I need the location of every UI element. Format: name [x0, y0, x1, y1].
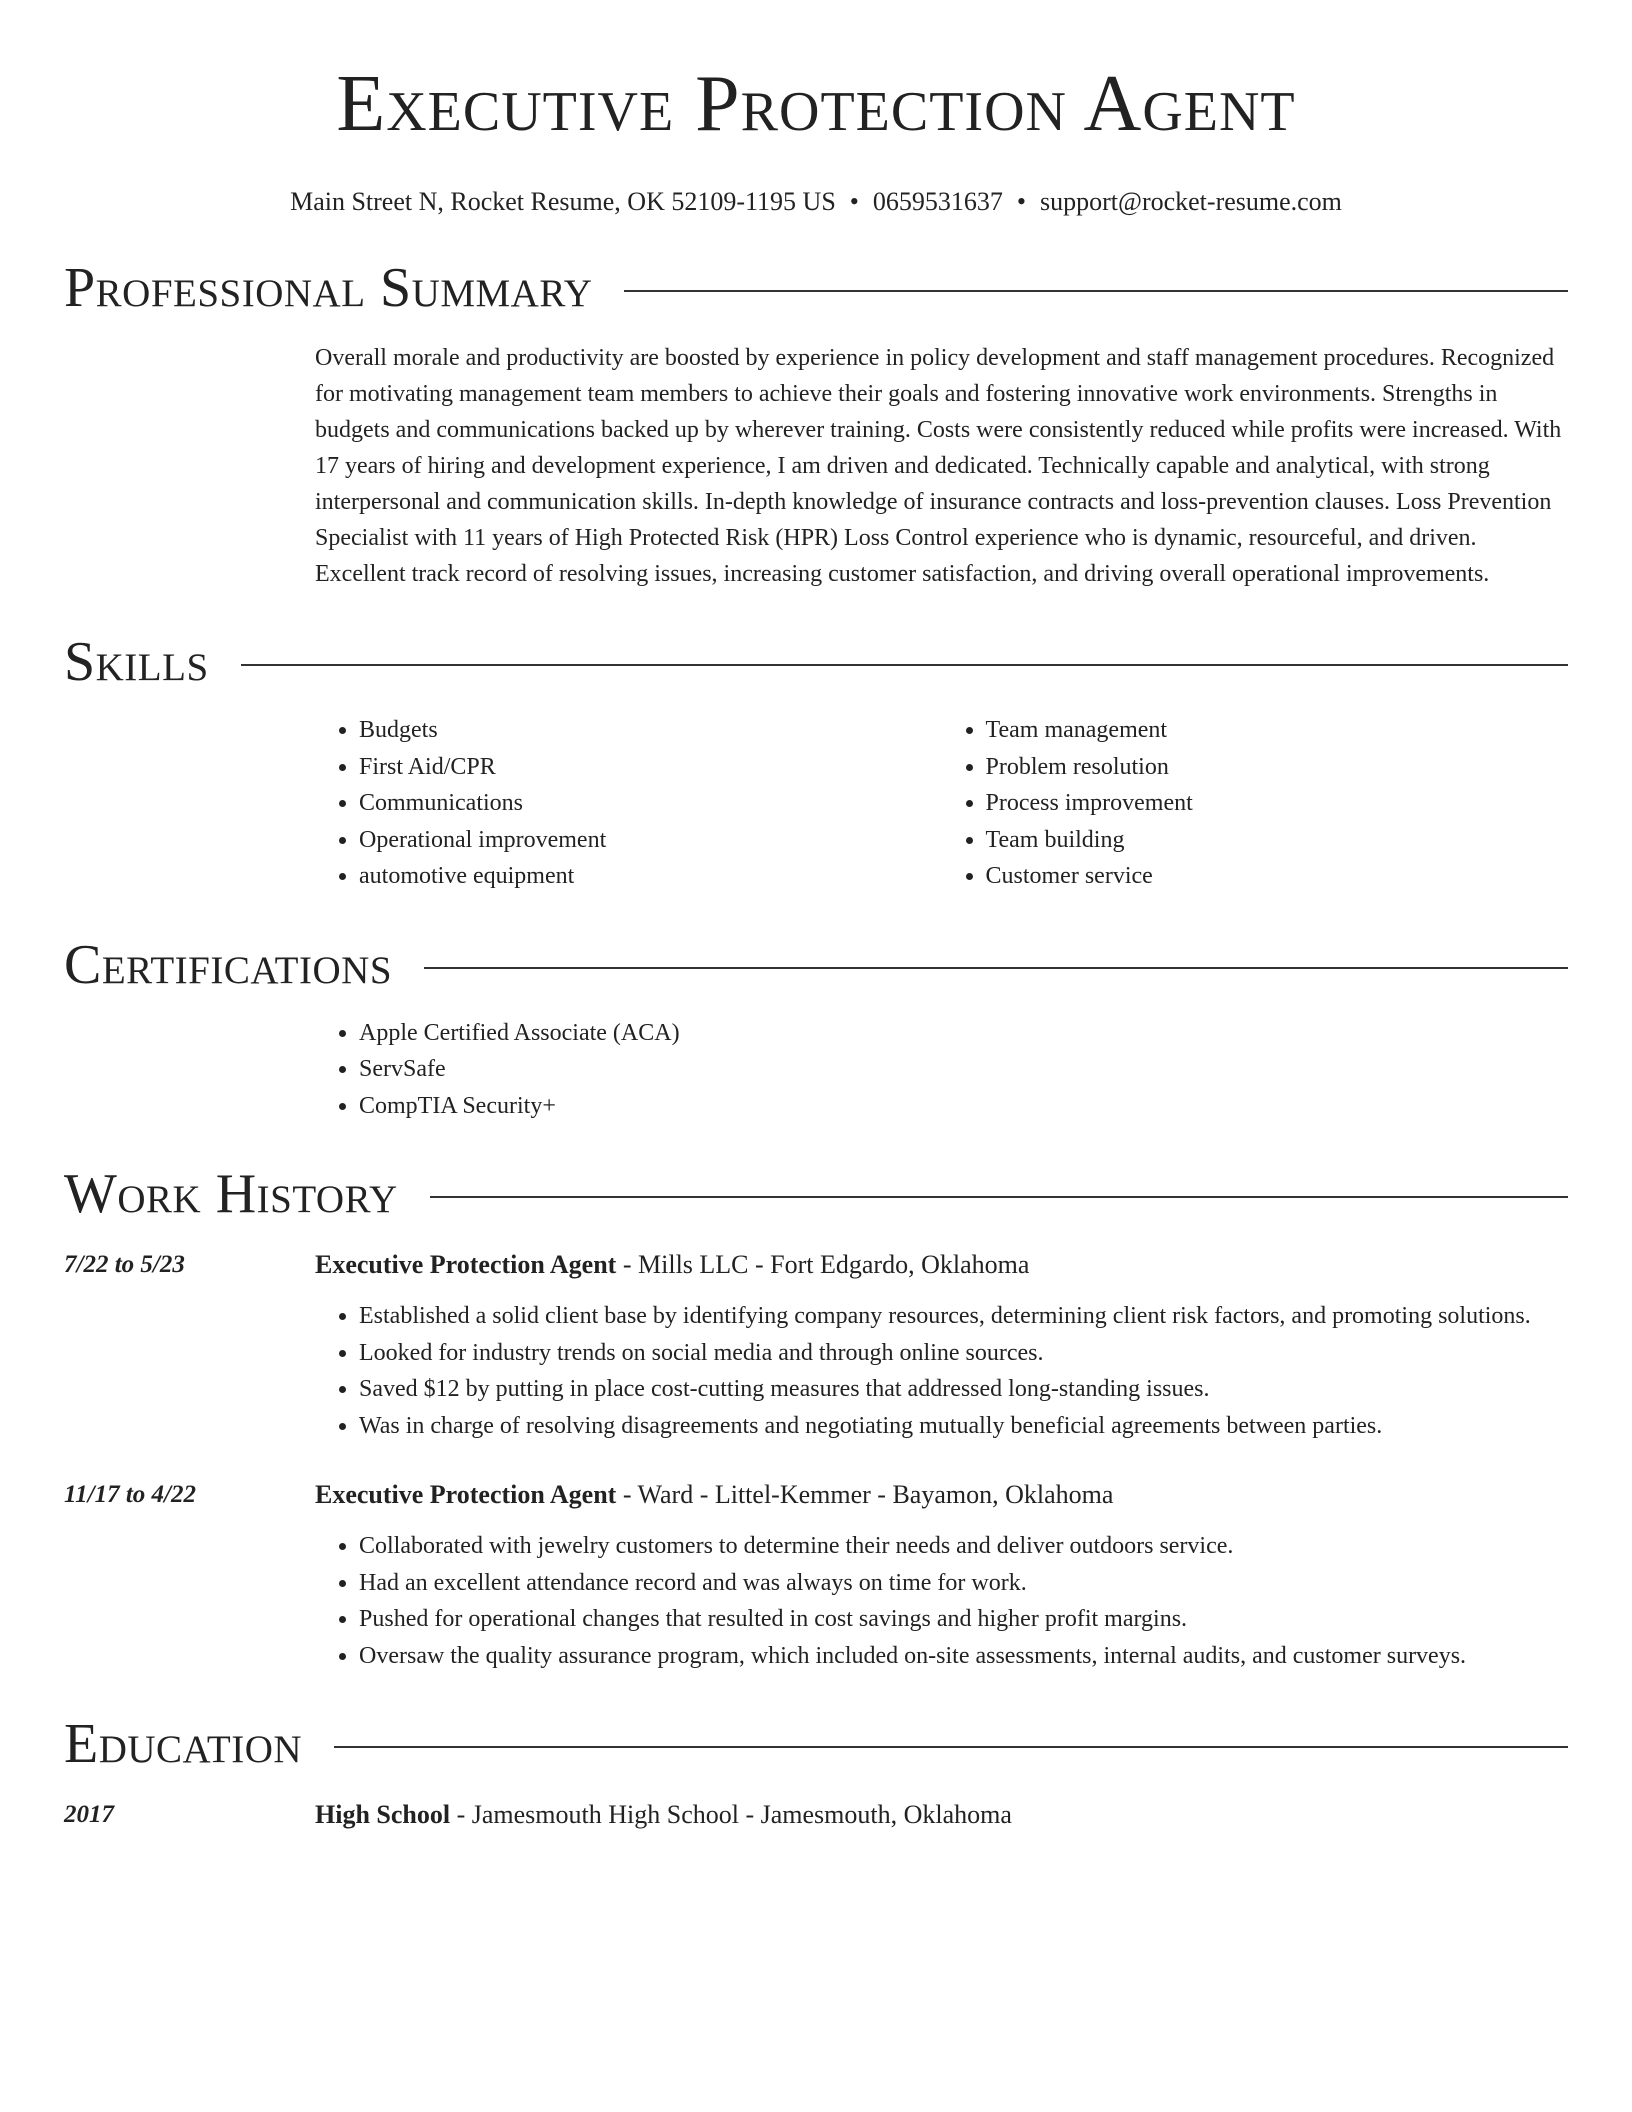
section-title-skills: Skills [64, 631, 209, 693]
section-header-summary [64, 256, 1568, 320]
job-bullet: • Established a solid client base by identifying company resources, determining client risk factors, and promoting solutions. [359, 1298, 1568, 1335]
contact-separator: • [1016, 187, 1026, 216]
section-header-work [64, 1162, 1568, 1226]
section-divider [334, 1746, 1568, 1748]
job-bullets [315, 1298, 1568, 1444]
job-dates: 7/22 to 5/23 [64, 1251, 185, 1278]
section-header-education [64, 1712, 1568, 1776]
skills-list [315, 712, 1568, 895]
resume-name: Executive Protection Agent [336, 60, 1296, 148]
job-entry [64, 1478, 1568, 1512]
contact-address: Main Street N, Rocket Resume, OK 52109-1195 US [290, 187, 836, 216]
skill-item: • Budgets [359, 712, 942, 749]
certification-item: • CompTIA Security+ [359, 1088, 1568, 1125]
section-header-skills [64, 630, 1568, 694]
contact-email: support@rocket-resume.com [1040, 187, 1342, 216]
job-entry [64, 1248, 1568, 1282]
skill-item: • Team management [986, 712, 1569, 749]
skill-item: • Communications [359, 785, 942, 822]
job-dates: 11/17 to 4/22 [64, 1481, 196, 1508]
skill-item: • Process improvement [986, 785, 1569, 822]
skill-item: • automotive equipment [359, 858, 942, 895]
job-bullet: • Looked for industry trends on social media and through online sources. [359, 1335, 1568, 1372]
job-bullet-list [315, 1298, 1568, 1444]
skill-item: • First Aid/CPR [359, 749, 942, 786]
education-degree: High School [315, 1800, 451, 1829]
certifications-bullets [315, 1015, 1568, 1125]
job-details: - Mills LLC - Fort Edgardo, Oklahoma [616, 1250, 1030, 1279]
skill-item: • Customer service [986, 858, 1569, 895]
education-year: 2017 [64, 1801, 114, 1828]
skill-item: • Problem resolution [986, 749, 1569, 786]
skills-column-right [942, 712, 1569, 895]
education-heading [315, 1798, 1012, 1832]
certification-item: • Apple Certified Associate (ACA) [359, 1015, 1568, 1052]
job-title: Executive Protection Agent [315, 1250, 617, 1279]
job-bullet: • Oversaw the quality assurance program, which included on-site assessments, internal audits, and customer surveys. [359, 1638, 1568, 1675]
section-title-summary: Professional Summary [64, 257, 593, 319]
certifications-list [315, 1015, 1568, 1125]
summary-text: Overall morale and productivity are boosted by experience in policy development and staff management procedures. Recognized for motivating management team members to achieve their goals and fostering innovative work environments. Strengths in budgets and communications backed up by wherever training. Costs were consistently reduced while profits were increased. With 17 years of hiring and development experience, I am driven and dedicated. Technically capable and analytical, with strong interpersonal and communication skills. In-depth knowledge of insurance contracts and loss-prevention clauses. Loss Prevention Specialist with 11 years of High Protected Risk (HPR) Loss Control experience who is dynamic, resourceful, and driven. Excellent track record of resolving issues, increasing customer satisfaction, and driving overall operational improvements. [315, 345, 1562, 587]
job-bullet: • Pushed for operational changes that resulted in cost savings and higher profit margins. [359, 1601, 1568, 1638]
section-title-certifications: Certifications [64, 933, 393, 996]
section-divider [624, 290, 1568, 292]
section-divider [424, 967, 1568, 969]
job-title: Executive Protection Agent [315, 1480, 617, 1509]
section-title-work: Work History [64, 1163, 398, 1225]
section-title-education: Education [64, 1713, 303, 1775]
job-heading [315, 1478, 1113, 1512]
section-divider [241, 664, 1568, 666]
skills-column-left [315, 712, 942, 895]
education-details: - Jamesmouth High School - Jamesmouth, Oklahoma [450, 1800, 1012, 1829]
certification-item: • ServSafe [359, 1051, 1568, 1088]
job-bullet-list [315, 1528, 1568, 1674]
job-heading [315, 1248, 1029, 1282]
education-entry [64, 1798, 1568, 1832]
section-divider [430, 1196, 1568, 1198]
job-bullet: • Was in charge of resolving disagreements and negotiating mutually beneficial agreements between parties. [359, 1408, 1568, 1445]
resume-page [64, 0, 1568, 1832]
job-bullets [315, 1528, 1568, 1674]
job-bullet: • Saved $12 by putting in place cost-cutting measures that addressed long-standing issues. [359, 1371, 1568, 1408]
contact-separator: • [849, 187, 859, 216]
contact-phone: 0659531637 [872, 187, 1003, 216]
job-bullet: • Collaborated with jewelry customers to determine their needs and deliver outdoors service. [359, 1528, 1568, 1565]
skill-item: • Operational improvement [359, 822, 942, 859]
job-bullet: • Had an excellent attendance record and was always on time for work. [359, 1565, 1568, 1602]
job-details: - Ward - Littel-Kemmer - Bayamon, Oklahoma [616, 1480, 1114, 1509]
contact-line [64, 186, 1568, 218]
section-header-certifications [64, 933, 1568, 997]
skill-item: • Team building [986, 822, 1569, 859]
